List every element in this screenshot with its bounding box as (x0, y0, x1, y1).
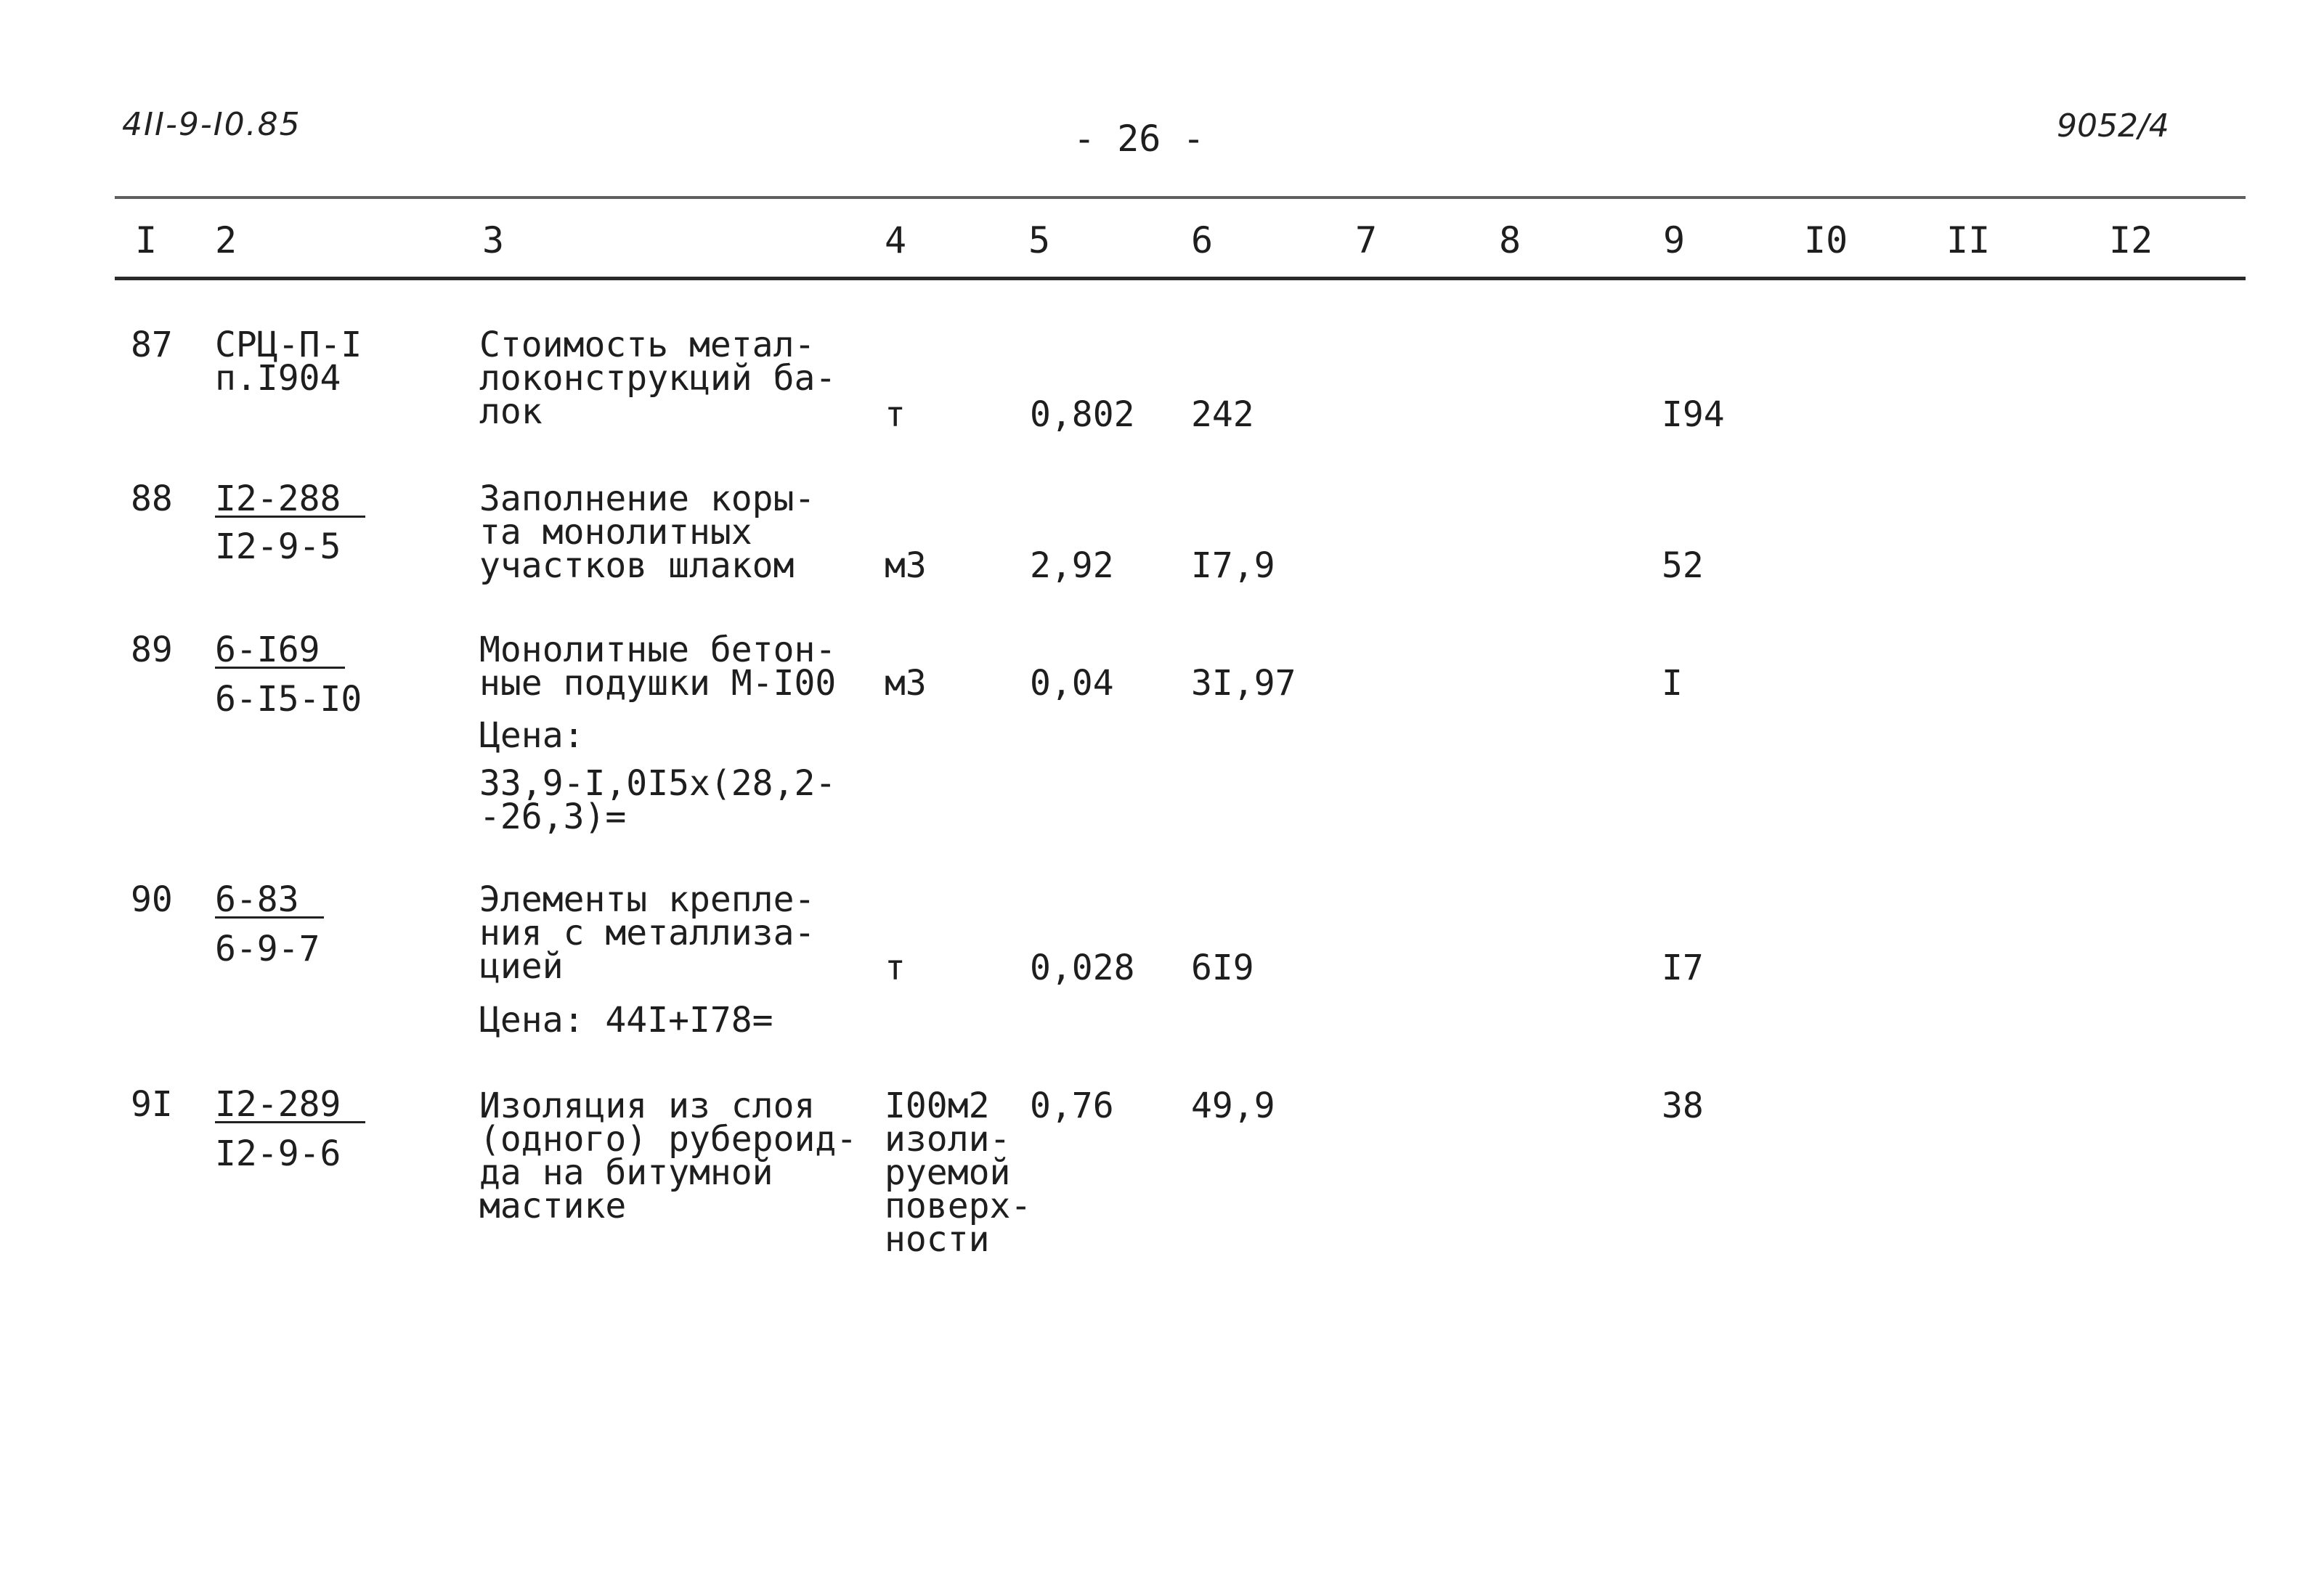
price-code-bottom: I2-9-5 (215, 526, 341, 567)
column-number: II (1946, 219, 1991, 261)
column-number: I2 (2109, 219, 2153, 261)
price-code-top: I2-289 (215, 1088, 365, 1123)
price-code-bottom: 6-I5-I0 (215, 679, 362, 720)
price-code-top: 6-I69 (215, 633, 345, 669)
header-rule (115, 277, 2246, 280)
unit-price: 3I,97 (1191, 663, 1296, 704)
price-formula: 33,9-I,0I5x(28,2- -26,3)= (479, 763, 837, 837)
top-rule (115, 196, 2246, 199)
column-9-value: I (1662, 663, 1683, 704)
quantity: 0,04 (1030, 663, 1114, 704)
unit: м3 (885, 663, 927, 704)
unit-price: I7,9 (1191, 545, 1275, 586)
price-code-bottom: п.I904 (215, 358, 341, 399)
price-code-bottom: I2-9-6 (215, 1133, 341, 1174)
column-number: I0 (1804, 219, 1848, 261)
column-9-value: I7 (1662, 948, 1704, 988)
row-number: 89 (131, 630, 173, 670)
work-description: Элементы крепле- ния с металлиза- цией (479, 879, 816, 987)
quantity: 0,028 (1030, 948, 1135, 988)
quantity: 2,92 (1030, 545, 1114, 586)
quantity: 0,76 (1030, 1086, 1114, 1126)
unit-price: 242 (1191, 394, 1254, 435)
quantity: 0,802 (1030, 394, 1135, 435)
unit-price: 6I9 (1191, 948, 1254, 988)
column-number: 3 (482, 219, 505, 261)
unit: т (885, 948, 906, 988)
page-number: - 26 - (1073, 118, 1205, 160)
column-number: 2 (215, 219, 237, 261)
work-description: Монолитные бетон- ные подушки М-I00 (479, 630, 837, 704)
price-code-bottom: 6-9-7 (215, 929, 320, 969)
column-number: 5 (1028, 219, 1051, 261)
work-description: Стоимость метал- локонструкций ба- лок (479, 325, 837, 432)
price-label: Цена: (479, 715, 585, 756)
inventory-number: 9052/4 (2057, 107, 2169, 144)
unit: м3 (885, 545, 927, 586)
column-number: 7 (1355, 219, 1378, 261)
row-number: 87 (131, 325, 173, 365)
column-number: 4 (885, 219, 907, 261)
price-code-top: СРЦ-П-I (215, 325, 362, 365)
column-number: I (135, 219, 158, 261)
column-number: 6 (1191, 219, 1214, 261)
column-9-value: I94 (1662, 394, 1725, 435)
price-code-top: 6-83 (215, 883, 324, 919)
work-description: Заполнение коры- та монолитных участков шлаком (479, 479, 816, 586)
price-code-top: I2-288 (215, 482, 365, 518)
row-number: 9I (131, 1084, 173, 1125)
unit: I00м2 изоли- руемой поверх- ности (885, 1086, 1032, 1260)
unit: т (885, 394, 906, 435)
row-number: 90 (131, 879, 173, 920)
document-code: 4II-9-I0.85 (122, 106, 301, 143)
column-number: 8 (1499, 219, 1521, 261)
row-number: 88 (131, 479, 173, 519)
unit-price: 49,9 (1191, 1086, 1275, 1126)
column-9-value: 38 (1662, 1086, 1704, 1126)
price-label: Цена: 44I+I78= (479, 1000, 773, 1041)
column-number: 9 (1663, 219, 1686, 261)
work-description: Изоляция из слоя (одного) рубероид- да на битумной мастике (479, 1086, 858, 1226)
column-9-value: 52 (1662, 545, 1704, 586)
